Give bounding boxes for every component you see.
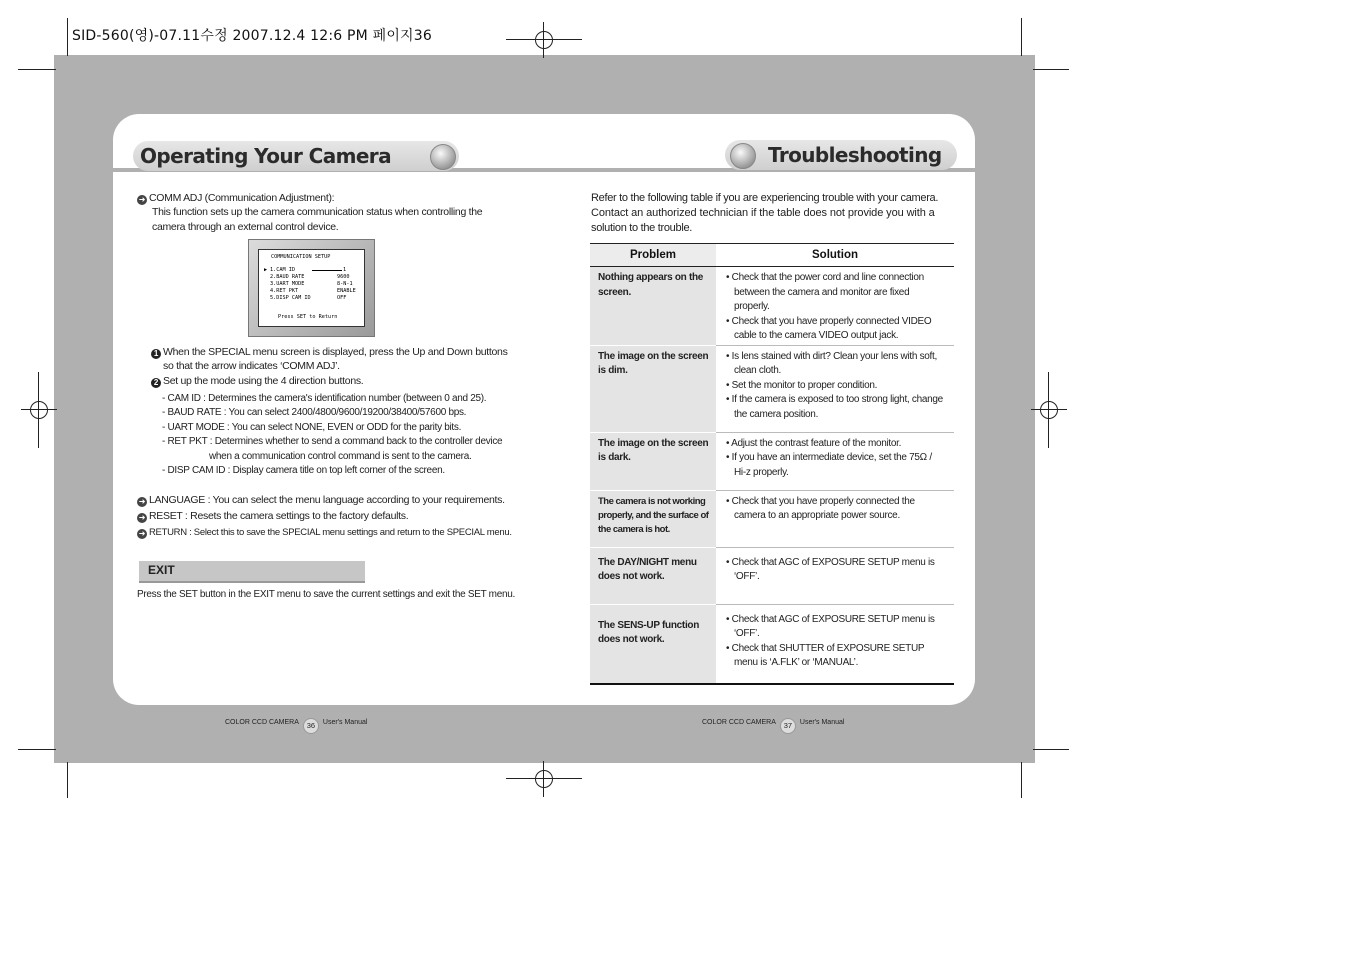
step-number-icon: 2 (151, 378, 161, 388)
reset-item: ➜ RESET : Resets the camera settings to the factory defaults. (138, 510, 409, 522)
table-row (590, 267, 954, 346)
intro-text-2: Contact an authorized technician if the table does not provide you with a (591, 207, 935, 219)
page-number: 36 (303, 718, 319, 734)
osd-row-label: 4.RET PKT (270, 288, 299, 294)
osd-row-label: 2.BAUD RATE (270, 274, 305, 280)
osd-row-label: 3.UART MODE (270, 281, 305, 287)
registration-mark (526, 22, 562, 58)
solution-cell (716, 267, 954, 346)
solution-item: • Check that you have properly connected VIDEO cable to the camera VIDEO output jack. (726, 315, 932, 341)
troubleshooting-table (590, 243, 954, 685)
title-ball-icon (730, 143, 756, 169)
footer-right: COLOR CCD CAMERA 37 User's Manual (702, 718, 844, 734)
osd-row-value: 1 (343, 267, 347, 273)
page-title-left: Operating Your Camera (140, 144, 391, 168)
solution-item: • Check that AGC of EXPOSURE SETUP menu is ‘OFF’. (726, 556, 935, 582)
osd-row-value: OFF (337, 295, 347, 301)
crop-mark (18, 69, 56, 70)
osd-row-label: 1.CAM ID (270, 267, 295, 273)
step-1: 1 When the SPECIAL menu screen is displayed, press the Up and Down buttons (151, 345, 508, 360)
registration-mark (1031, 392, 1067, 428)
footer-left: COLOR CCD CAMERA 36 User's Manual (225, 718, 367, 734)
solution-cell (716, 490, 954, 547)
problem-cell: The DAY/NIGHT menu does not work. (590, 547, 716, 604)
step-number-icon: 1 (151, 349, 161, 359)
osd-row-value: 8-N-1 (337, 281, 353, 287)
solution-item: • Check that SHUTTER of EXPOSURE SETUP menu is ‘A.FLK’ or ‘MANUAL’. (726, 642, 925, 668)
intro-text-1: Refer to the following table if you are experiencing trouble with your camera. (591, 192, 939, 204)
osd-cursor-icon: ▶ (264, 267, 268, 273)
print-header: SID-560(영)-07.11수정 2007.12.4 12:6 PM 페이지36 (72, 28, 432, 44)
crop-mark (1033, 749, 1069, 750)
crop-mark (67, 18, 68, 56)
solution-cell (716, 547, 954, 604)
option-ret-pkt-cont: when a communication control command is sent to the camera. (209, 451, 472, 462)
osd-row-value: 9600 (337, 274, 350, 280)
option-cam-id: - CAM ID : Determines the camera's identification number (between 0 and 25). (162, 393, 487, 404)
option-disp-cam-id: - DISP CAM ID : Display camera title on top left corner of the screen. (162, 465, 445, 476)
problem-cell: The image on the screen is dark. (590, 432, 716, 490)
exit-description: Press the SET button in the EXIT menu to save the current settings and exit the SET menu. (137, 589, 515, 600)
registration-mark (526, 761, 562, 797)
table-row (590, 604, 954, 684)
step-1-cont: so that the arrow indicates ‘COMM ADJ’. (163, 360, 340, 372)
title-ball-icon (430, 144, 456, 170)
table-header-problem: Problem (590, 244, 716, 267)
intro-text-3: solution to the trouble. (591, 222, 693, 234)
comm-adj-desc-2: camera through an external control device. (152, 221, 339, 233)
registration-mark (21, 392, 57, 428)
crop-mark (1021, 18, 1022, 56)
osd-row-label: 5.DISP CAM ID (270, 295, 311, 301)
return-item: ➜ RETURN : Select this to save the SPECIAL menu settings and return to the SPECIAL menu. (138, 527, 512, 538)
table-header-solution: Solution (716, 244, 954, 267)
option-uart-mode: - UART MODE : You can select NONE, EVEN or ODD for the parity bits. (162, 422, 462, 433)
solution-cell (716, 345, 954, 432)
arrow-icon: ➜ (138, 497, 146, 506)
step-2: 2 Set up the mode using the 4 direction buttons. (151, 374, 363, 389)
crop-mark (1021, 762, 1022, 798)
osd-underline (312, 270, 342, 271)
osd-row-value: ENABLE (337, 288, 356, 294)
table-row (590, 345, 954, 432)
problem-cell: Nothing appears on the screen. (590, 267, 716, 346)
language-item: ➜ LANGUAGE : You can select the menu language according to your requirements. (138, 494, 505, 506)
problem-cell: The camera is not working properly, and the surface of the camera is hot. (590, 490, 716, 547)
solution-cell (716, 432, 954, 490)
solution-item: • Is lens stained with dirt? Clean your lens with soft, clean cloth. (726, 350, 937, 376)
solution-item: • Adjust the contrast feature of the monitor. (726, 437, 902, 449)
page-number: 37 (780, 718, 796, 734)
crop-mark (67, 762, 68, 798)
arrow-icon: ➜ (138, 513, 146, 522)
osd-screen (258, 249, 365, 327)
problem-cell: The image on the screen is dim. (590, 345, 716, 432)
solution-item: • Set the monitor to proper condition. (726, 379, 878, 391)
comm-adj-desc-1: This function sets up the camera communication status when controlling the (152, 206, 483, 218)
osd-footer: Press SET to Return (278, 314, 338, 320)
solution-item: • Check that the power cord and line connection between the camera and monitor are fixed properly. (726, 272, 924, 312)
crop-mark (1033, 69, 1069, 70)
osd-title: COMMUNICATION SETUP (271, 254, 331, 260)
table-row (590, 432, 954, 490)
option-ret-pkt: - RET PKT : Determines whether to send a command back to the controller device (162, 436, 503, 447)
problem-cell: The SENS-UP function does not work. (590, 604, 716, 684)
crop-mark (18, 749, 56, 750)
solution-item: • Check that you have properly connected the camera to an appropriate power source. (726, 495, 915, 521)
table-row (590, 490, 954, 547)
page-title-right: Troubleshooting (768, 143, 942, 167)
solution-item: • Check that AGC of EXPOSURE SETUP menu is ‘OFF’. (726, 613, 935, 639)
solution-cell (716, 604, 954, 684)
exit-heading: EXIT (148, 563, 175, 577)
arrow-icon: ➜ (138, 529, 146, 538)
arrow-icon: ➜ (138, 195, 146, 204)
solution-item: • If the camera is exposed to too strong light, change the camera position. (726, 394, 943, 420)
table-row (590, 547, 954, 604)
solution-item: • If you have an intermediate device, set the 75Ω / Hi-z properly. (726, 452, 932, 478)
option-baud-rate: - BAUD RATE : You can select 2400/4800/9600/19200/38400/57600 bps. (162, 407, 467, 418)
comm-adj-heading: ➜ COMM ADJ (Communication Adjustment): (138, 192, 335, 204)
